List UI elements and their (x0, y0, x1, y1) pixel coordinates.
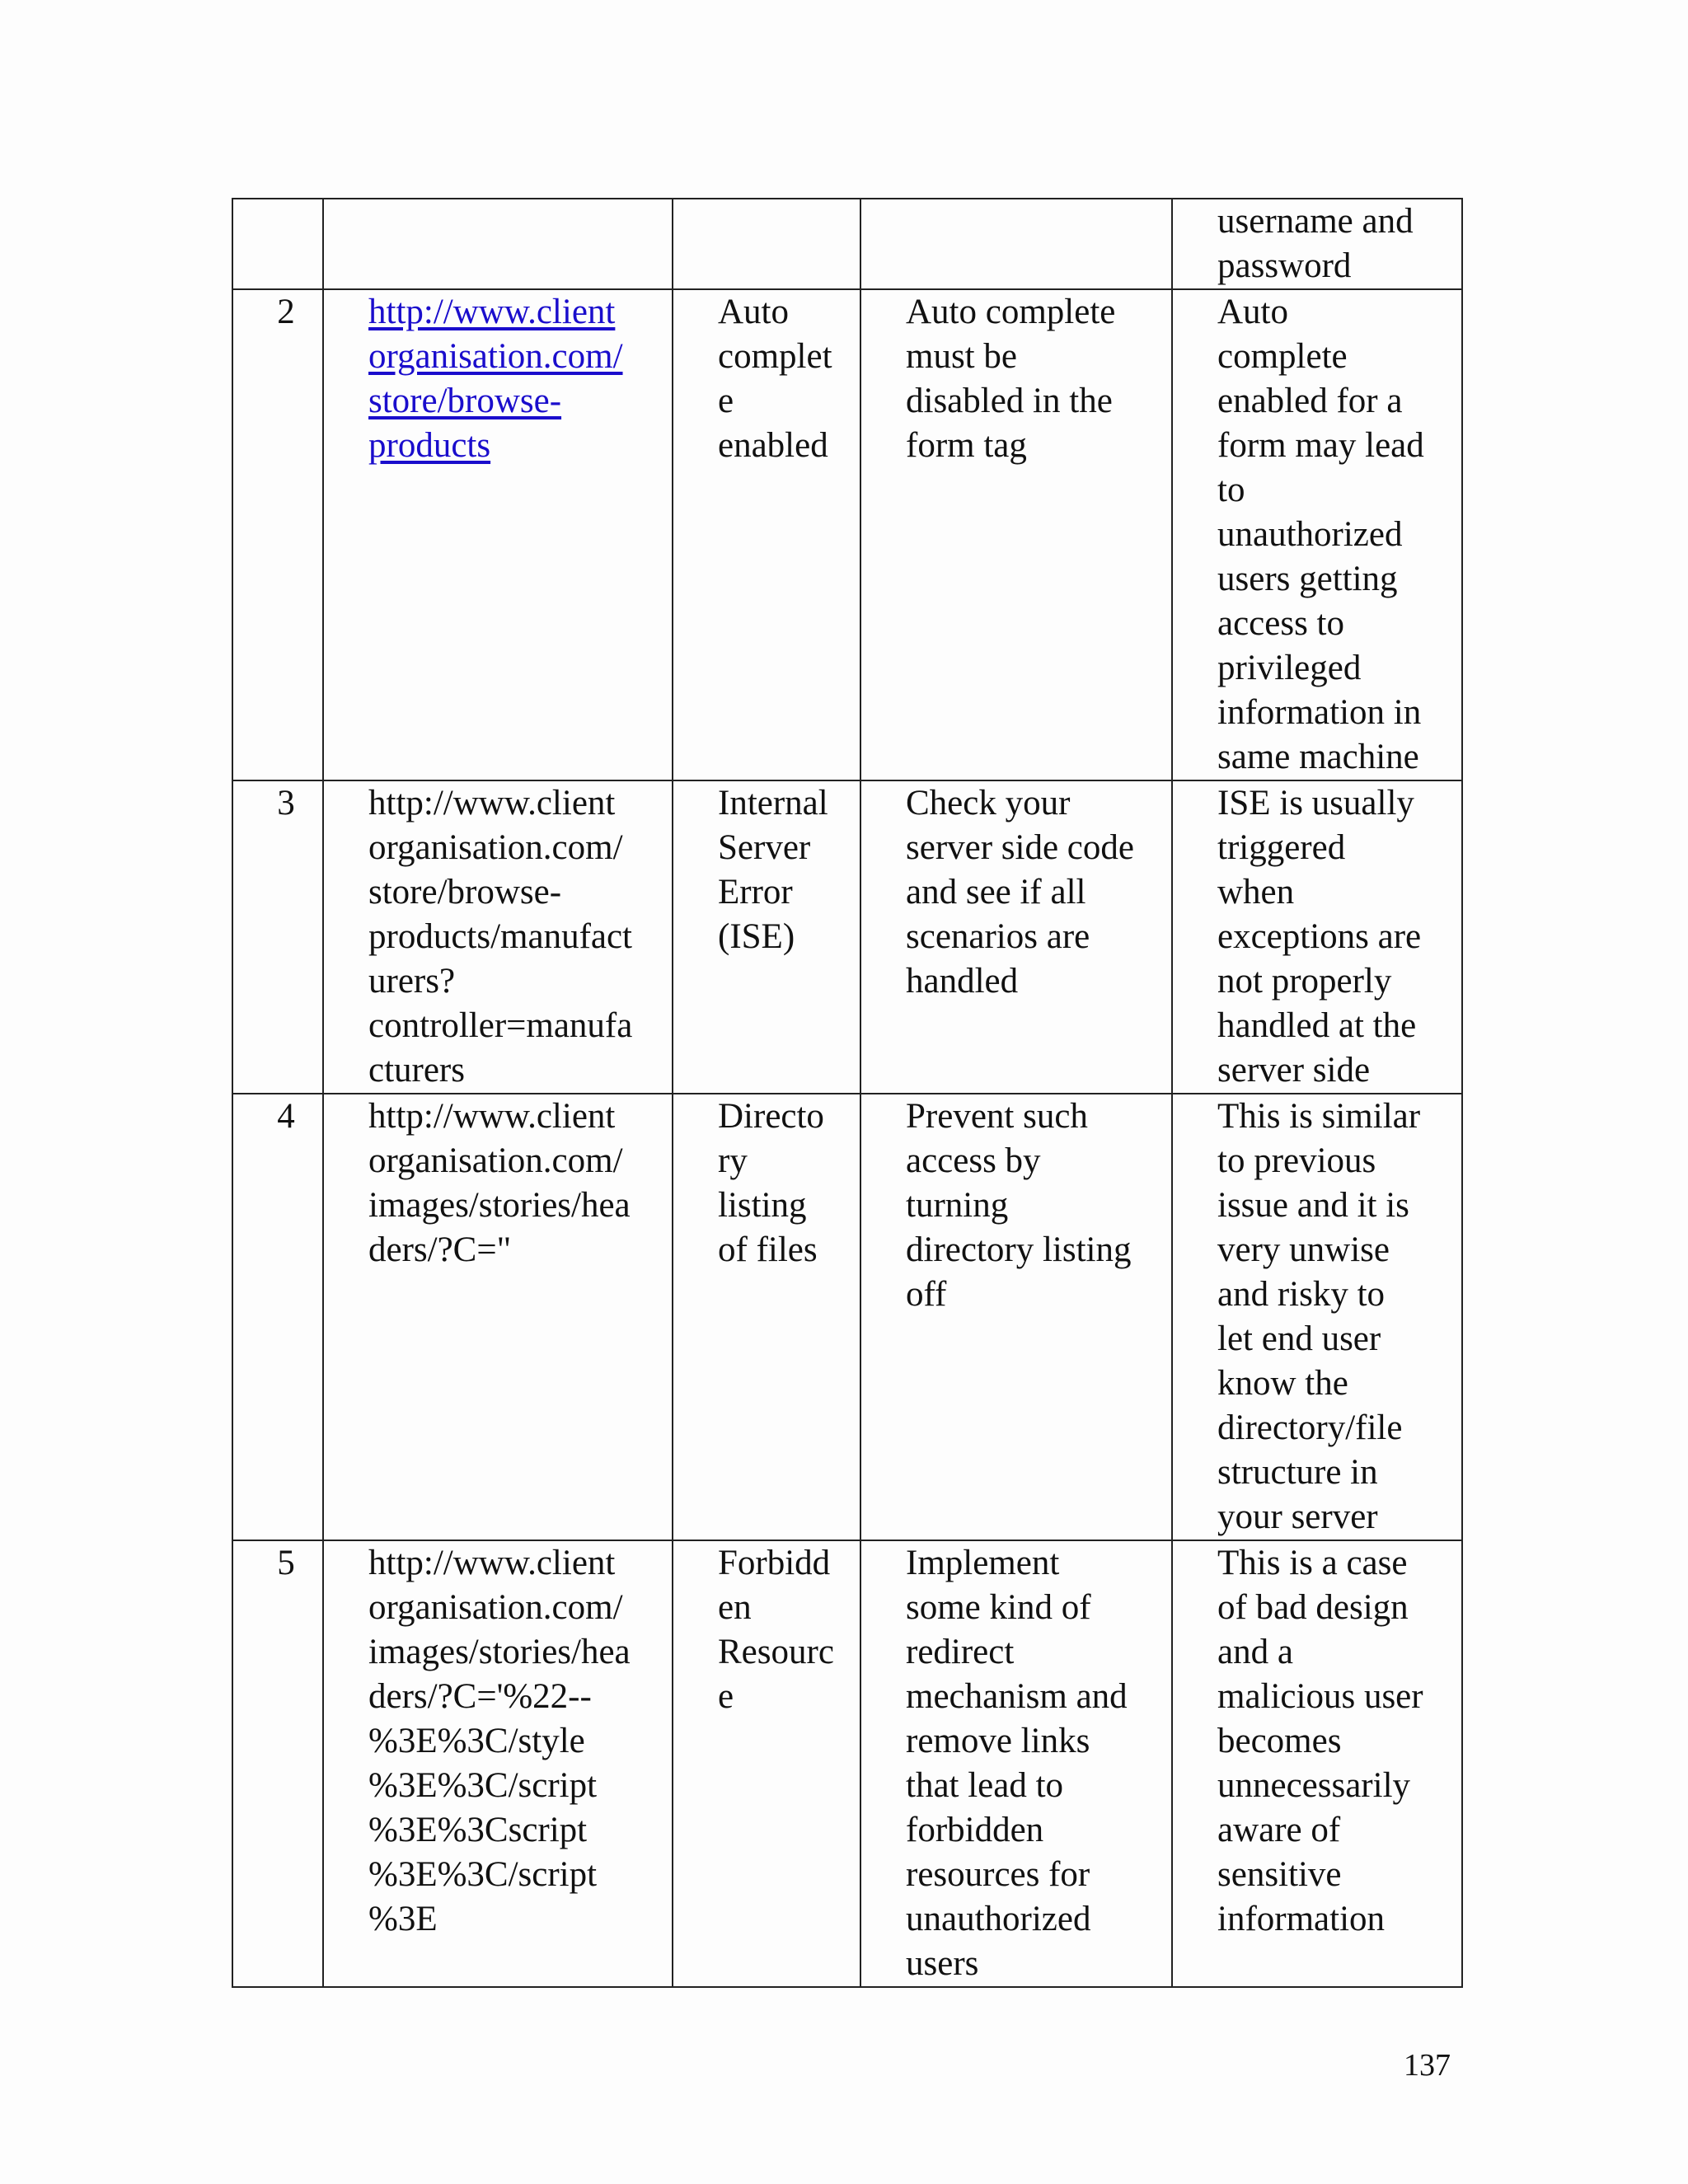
url-cell (323, 289, 673, 780)
url-cell (323, 780, 673, 1094)
url-cell (323, 1540, 673, 1987)
recommendation-cell (860, 780, 1172, 1094)
url-link[interactable]: http://www.client organisation.com/ store/browse- products (368, 293, 623, 465)
issue-cell (673, 1540, 860, 1987)
issue-text: Forbidd en Resourc e (718, 1544, 834, 1716)
impact-text: ISE is usually triggered when exceptions are not properly handled at the server side (1217, 784, 1422, 1090)
impact-cell (1172, 199, 1462, 289)
page-number: 137 (1404, 2048, 1451, 2083)
recommendation-text: Auto complete must be disabled in the form tag (906, 293, 1116, 465)
recommendation-cell (860, 199, 1172, 289)
row-number: 5 (277, 1544, 295, 1582)
table-row (232, 1540, 1462, 1987)
impact-cell (1172, 1540, 1462, 1987)
row-number-cell (232, 1540, 323, 1987)
recommendation-cell (860, 1094, 1172, 1540)
table-row (232, 1094, 1462, 1540)
recommendation-text: Check your server side code and see if all scenarios are handled (906, 784, 1134, 1001)
issue-cell (673, 780, 860, 1094)
row-number-cell (232, 1094, 323, 1540)
recommendation-text: Implement some kind of redirect mechanism and remove links that lead to forbidden resources for unauthorized users (906, 1544, 1128, 1983)
url-text: http://www.client organisation.com/ images/stories/hea ders/?C=" (368, 1097, 631, 1269)
issue-text: Directo ry listing of files (718, 1097, 824, 1269)
issue-cell (673, 199, 860, 289)
row-number-cell (232, 199, 323, 289)
recommendation-text: Prevent such access by turning directory listing off (906, 1097, 1132, 1314)
impact-cell (1172, 289, 1462, 780)
impact-text: This is a case of bad design and a malicious user becomes unnecessarily aware of sensitive information (1217, 1544, 1423, 1938)
vulnerability-table (232, 198, 1463, 1988)
recommendation-cell (860, 1540, 1172, 1987)
issue-cell (673, 1094, 860, 1540)
row-number: 2 (277, 293, 295, 331)
impact-cell (1172, 1094, 1462, 1540)
url-cell (323, 1094, 673, 1540)
row-number: 4 (277, 1097, 295, 1136)
url-cell (323, 199, 673, 289)
impact-text: This is similar to previous issue and it is very unwise and risky to let end user know the directory/file structure in your server (1217, 1097, 1421, 1536)
row-number: 3 (277, 784, 295, 823)
url-text: http://www.client organisation.com/ store/browse- products/manufact urers? controller=manufa cturers (368, 784, 633, 1090)
impact-text: Auto complete enabled for a form may lead to unauthorized users getting access to privileged information in same machine (1217, 293, 1424, 776)
row-number-cell (232, 780, 323, 1094)
issue-text: Auto complet e enabled (718, 293, 832, 465)
recommendation-cell (860, 289, 1172, 780)
issue-text: Internal Server Error (ISE) (718, 784, 828, 956)
row-number-cell (232, 289, 323, 780)
impact-cell (1172, 780, 1462, 1094)
issue-cell (673, 289, 860, 780)
table-row (232, 199, 1462, 289)
url-text: http://www.client organisation.com/ images/stories/hea ders/?C='%22-- %3E%3C/style %3E%3C/script %3E%3Cscript %3E%3C/script %3E (368, 1544, 631, 1938)
impact-text: username and password (1217, 202, 1414, 285)
table-row (232, 289, 1462, 780)
table-row (232, 780, 1462, 1094)
